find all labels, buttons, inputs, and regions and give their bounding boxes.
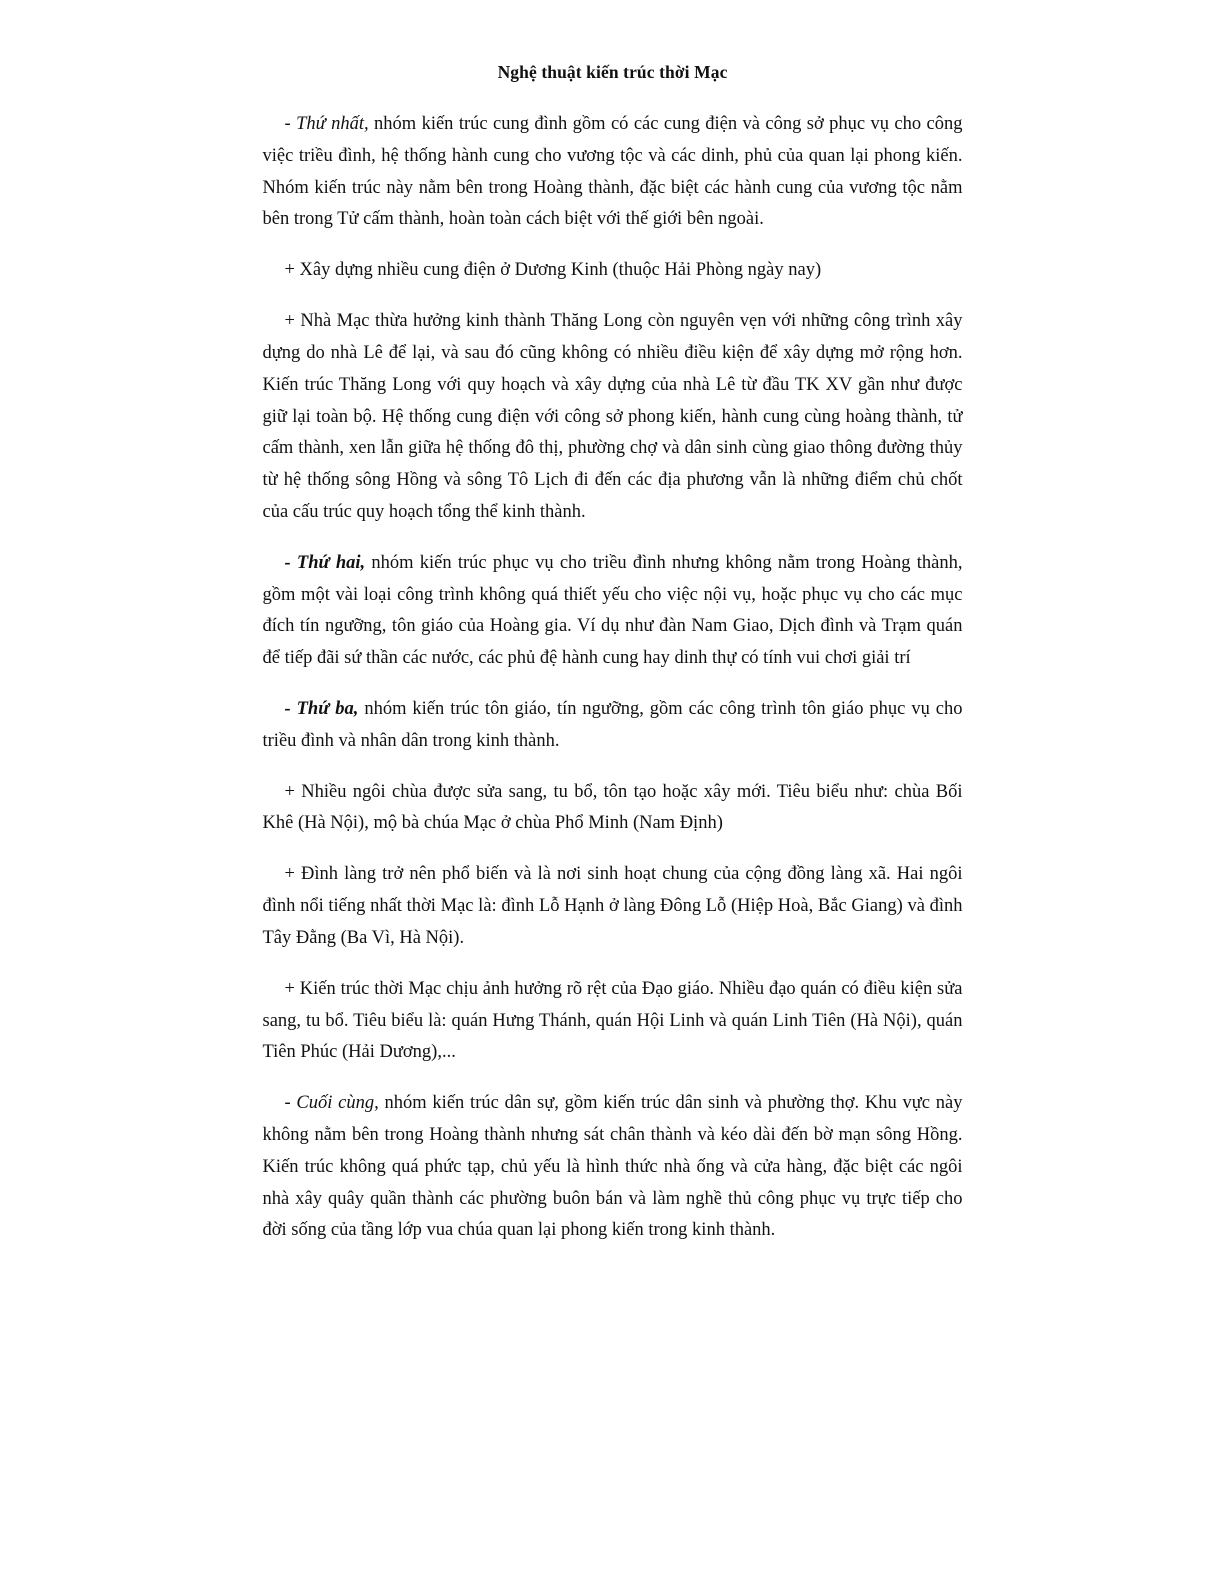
paragraph <box>263 109 963 236</box>
paragraph <box>263 859 963 954</box>
paragraph-text: nhóm kiến trúc tôn giáo, tín ngưỡng, gồm các công trình tôn giáo phục vụ cho triều đình và nhân dân trong kinh thành. <box>262 699 963 751</box>
paragraph-text: + Nhiều ngôi chùa được sửa sang, tu bổ, tôn tạo hoặc xây mới. Tiêu biểu như: chùa Bối Khê (Hà Nội), mộ bà chúa Mạc ở chùa Phổ Minh (Nam Định) <box>262 781 963 834</box>
paragraph <box>263 306 963 529</box>
page-title: Nghệ thuật kiến trúc thời Mạc <box>497 62 728 82</box>
paragraph-text: + Nhà Mạc thừa hưởng kinh thành Thăng Long còn nguyên vẹn với những công trình xây dựng do nhà Lê để lại, và sau đó cũng không có nhiều điều kiện để xây dựng mở rộng hơn. Kiến trúc Thăng Long với quy hoạch và xây dựng của nhà Lê từ đầu TK XV gần như được giữ lại toàn bộ. Hệ thống cung điện với công sở phong kiến, hành cung cùng hoàng thành, tử cấm thành, xen lẫn giữa hệ thống đô thị, phường chợ và dân sinh cùng giao thông đường thủy từ hệ thống sông Hồng và sông Tô Lịch đi đến các địa phương vẫn là những điểm chủ chốt của cấu trúc quy hoạch tổng thể kinh thành. <box>262 311 963 522</box>
paragraph <box>263 255 963 287</box>
document-body <box>263 109 963 1247</box>
paragraph-lead: - Thứ nhất, <box>284 114 369 134</box>
paragraph-text: nhóm kiến trúc cung đình gồm có các cung điện và công sở phục vụ cho công việc triều đình, hệ thống hành cung cho vương tộc và các dinh, phủ của quan lại phong kiến. Nhóm kiến trúc này nằm bên trong Hoàng thành, đặc biệt các hành cung của vương tộc nằm bên trong Tử cấm thành, hoàn toàn cách biệt với thế giới bên ngoài. <box>262 114 963 230</box>
paragraph <box>263 694 963 758</box>
paragraph-text: + Xây dựng nhiều cung điện ở Dương Kinh (thuộc Hải Phòng ngày nay) <box>284 260 822 281</box>
paragraph-lead: - Cuối cùng, <box>284 1093 379 1114</box>
paragraph-text: nhóm kiến trúc phục vụ cho triều đình nhưng không nằm trong Hoàng thành, gồm một vài loại công trình không quá thiết yếu cho việc nội vụ, hoặc phục vụ cho các mục đích tín ngưỡng, tôn giáo của Hoàng gia. Ví dụ như đàn Nam Giao, Dịch đình và Trạm quán để tiếp đãi sứ thần các nước, các phủ đệ hành cung hay dinh thự có tính vui chơi giải trí <box>262 552 963 669</box>
paragraph <box>263 777 963 841</box>
paragraph-lead: - Thứ hai, <box>284 552 366 573</box>
paragraph <box>263 974 963 1069</box>
paragraph-lead: - Thứ ba, <box>284 699 359 719</box>
paragraph <box>263 548 963 675</box>
paragraph <box>263 1088 963 1247</box>
paragraph-text: + Đình làng trở nên phổ biến và là nơi sinh hoạt chung của cộng đồng làng xã. Hai ngôi đình nổi tiếng nhất thời Mạc là: đình Lỗ Hạnh ở làng Đông Lỗ (Hiệp Hoà, Bắc Giang) và đình Tây Đằng (Ba Vì, Hà Nội). <box>262 864 963 948</box>
paragraph-text: nhóm kiến trúc dân sự, gồm kiến trúc dân sinh và phường thợ. Khu vực này không nằm bên trong Hoàng thành nhưng sát chân thành và kéo dài đến bờ mạn sông Hồng. Kiến trúc không quá phức tạp, chủ yếu là hình thức nhà ống và cửa hàng, đặc biệt các ngôi nhà xây quây quần thành các phường buôn bán và làm nghề thủ công phục vụ trực tiếp cho đời sống của tầng lớp vua chúa quan lại phong kiến trong kinh thành. <box>262 1093 963 1241</box>
paragraph-text: + Kiến trúc thời Mạc chịu ảnh hưởng rõ rệt của Đạo giáo. Nhiều đạo quán có điều kiện sửa sang, tu bổ. Tiêu biểu là: quán Hưng Thánh, quán Hội Linh và quán Linh Tiên (Hà Nội), quán Tiên Phúc (Hải Dương),... <box>262 978 963 1063</box>
